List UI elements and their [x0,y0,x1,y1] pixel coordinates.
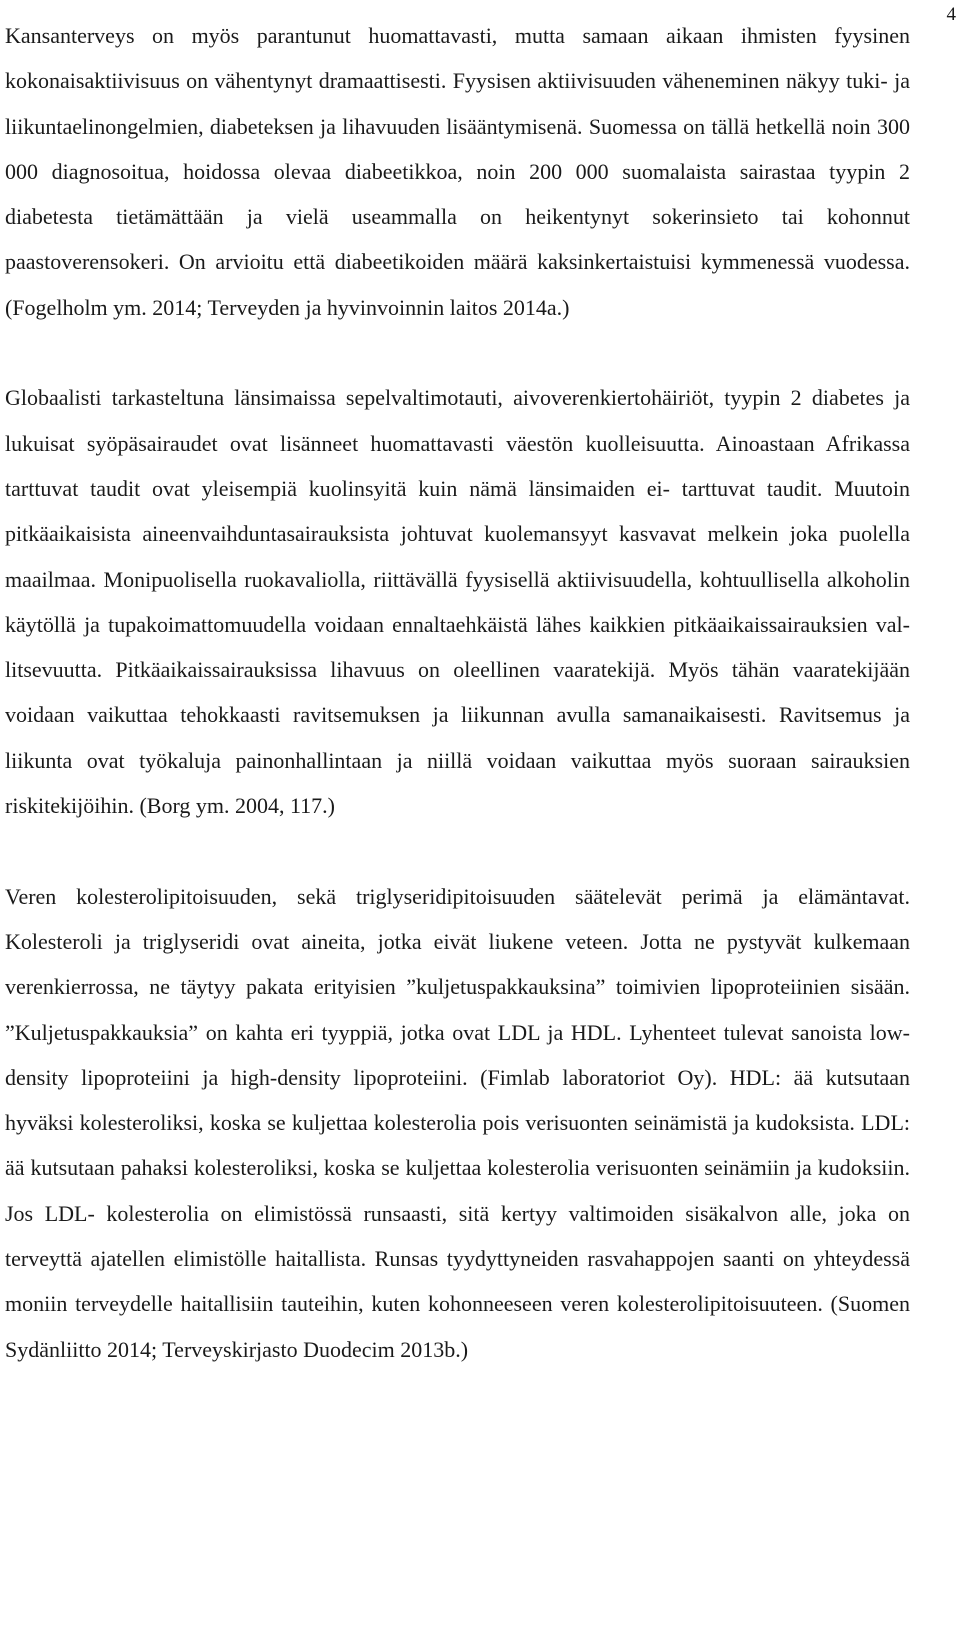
paragraph-global-diseases: Globaalisti tarkasteltuna länsimaissa sepelvaltimotauti, aivoverenkiertohäiriöt, tyypin 2 diabetes ja lukuisat syöpäsairaudet ovat lisänneet huomattavasti väestön kuolleisuutta. Ainoastaan Afrikassa tarttuvat taudit ovat yleisempiä kuolinsyitä kuin nämä länsimaiden ei- tarttuvat taudit. Muutoin pitkäaikaisista aineenvaihduntasairauksista johtuvat kuolemansyyt kasvavat melkein joka puolella maailmaa. Monipuolisella ruokavaliolla, riittävällä fyysisellä aktiivisuudella, kohtuullisella alkoholin käytöllä ja tupakoimattomuudella voidaan ennaltaehkäistä lähes kaikkien pitkäaikaissairauksien vallitsevuutta. Pitkäaikaissairauksissa lihavuus on oleellinen vaaratekijä. Myös tähän vaaratekijään voidaan vaikuttaa tehokkaasti ravitsemuksen ja liikunnan avulla samanaikaisesti. Ravitsemus ja liikunta ovat työkaluja painonhallintaan ja niillä voidaan vaikuttaa myös suoraan sairauksien riskitekijöihin. (Borg ym. 2004, 117.) [5,385,910,819]
paragraph-cholesterol: Veren kolesterolipitoisuuden, sekä triglyseridipitoisuuden säätelevät perimä ja elämäntavat. Kolesteroli ja triglyseridi ovat aineita, jotka eivät liukene veteen. Jotta ne pystyvät kulkemaan verenkierrossa, ne täytyy pakata erityisien ”kuljetuspakkauksina” toimivien lipoproteiinien sisään. ”Kuljetuspakkauksia” on kahta eri tyyppiä, jotka ovat LDL ja HDL. Lyhenteet tulevat sanoista low-density lipoproteiini ja high-density lipoproteiini. (Fimlab laboratoriot Oy). HDL: ää kutsutaan hyväksi kolesteroliksi, koska se kuljettaa kolesterolia pois verisuonten seinämistä ja kudoksista. LDL: ää kutsutaan pahaksi kolesteroliksi, koska se kuljettaa kolesterolia verisuonten seinämiin ja kudoksiin. Jos LDL- kolesterolia on elimistössä runsaasti, sitä kertyy valtimoiden sisäkalvon alle, joka on terveyttä ajatellen elimistölle haitallista. Runsas tyydyttyneiden rasvahappojen saanti on yhteydessä moniin terveydelle haitallisiin tauteihin, kuten kohonneeseen veren kolesterolipitoisuuteen. (Suomen Sydänliitto 2014; Terveyskirjasto Duodecim 2013b.) [5,883,910,1362]
page-number: 4 [946,4,956,25]
body-text [5,13,910,1372]
paragraph-physical-activity: Kansanterveys on myös parantunut huomattavasti, mutta samaan aikaan ihmisten fyysinen kokonaisaktiivisuus on vähentynyt dramaattisesti. Fyysisen aktiivisuuden väheneminen näkyy tuki- ja liikuntaelinongelmien, diabeteksen ja lihavuuden lisääntymisenä. Suomessa on tällä hetkellä noin 300 000 diagnosoitua, hoidossa olevaa diabeetikkoa, noin 200 000 suomalaista sairastaa tyypin 2 diabetesta tietämättään ja vielä useammalla on heikentynyt sokerinsieto tai kohonnut paastoverensokeri. On arvioitu että diabeetikoiden määrä kaksinkertaistuisi kymmenessä vuodessa. (Fogelholm ym. 2014; Terveyden ja hyvinvoinnin laitos 2014a.) [5,23,910,320]
